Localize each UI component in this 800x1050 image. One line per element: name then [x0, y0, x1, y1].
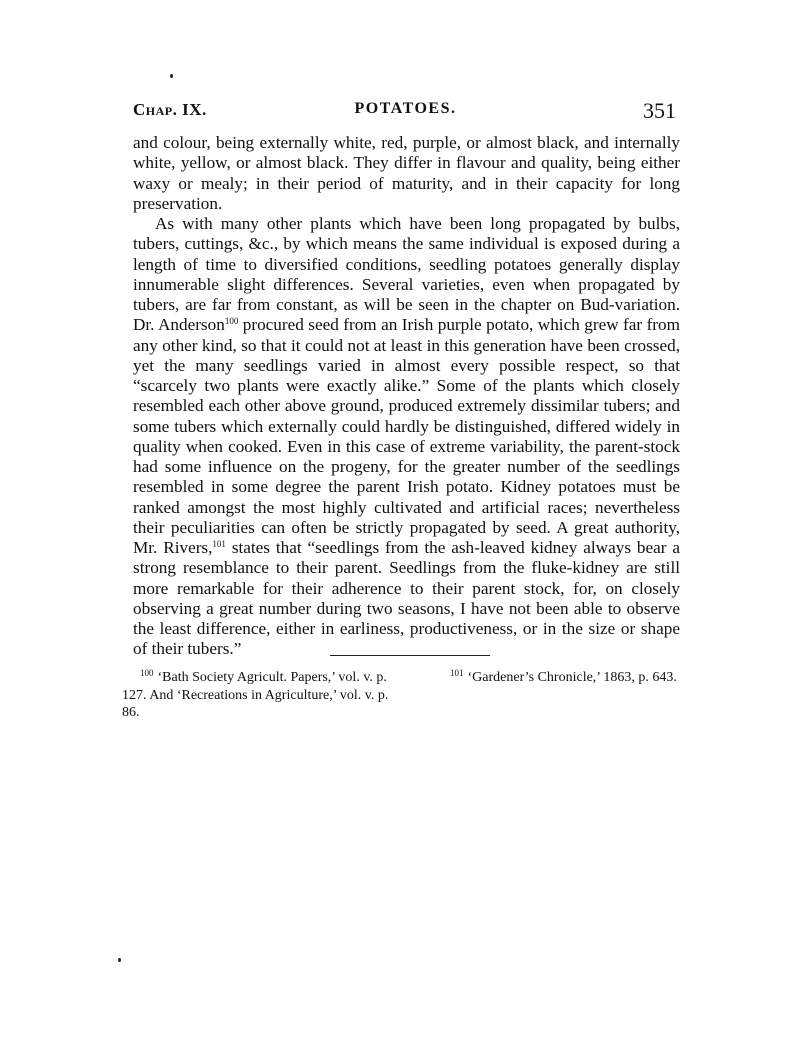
body-text — [133, 133, 680, 660]
footnote-ref-100: 100 — [224, 316, 239, 327]
footnote-text: ‘Gardener’s Chronicle,’ 1863, p. 643. — [467, 670, 677, 685]
page-number: 351 — [643, 98, 676, 123]
running-title: POTATOES. — [354, 100, 457, 117]
paragraph — [133, 214, 680, 660]
footnote-101 — [432, 665, 682, 687]
footnote-ref-101: 101 — [212, 539, 226, 549]
ink-speck — [118, 958, 121, 962]
chapter-label: Chap. IX. — [133, 100, 207, 119]
ink-speck — [170, 74, 173, 78]
footnote-divider — [330, 655, 490, 656]
running-header — [133, 98, 678, 128]
paragraph-text: states that “seedlings from the ash-leaved kidney always bear a strong resemblance to their parent. Seedlings from the fluke-kidney are still more remarkable for their adherence to their parent stock, for, on closely observing a great number during two seasons, I have not been able to observe the least difference, either in earliness, productiveness, or in the size or shape of their tubers.” — [133, 538, 680, 659]
footnote-number: 101 — [450, 668, 464, 678]
paragraph: and colour, being externally white, red, purple, or almost black, and internally white, yellow, or almost black. They differ in flavour and quality, being either waxy or mealy; in their period of maturity, and in their capacity for long preservation. — [133, 133, 680, 213]
paragraph-text: As with many other plants which have been long propagated by bulbs, tubers, cuttings, &c., by which means the same individual is exposed during a length of time to diversified conditions, seedling potatoes generally display innumerable slight differences. Several varieties, even when propagated by tubers, are far from constant, as will be seen in the chapter on Bud-variation. Dr. Anderson — [133, 214, 680, 335]
footnote-text: ‘Bath Society Agricult. Papers,’ vol. v. p. 127. And ‘Recreations in Agriculture,’ vol. v. p. 86. — [122, 670, 389, 720]
paragraph-text: procured seed from an Irish purple potato, which grew far from any other kind, so that it could not at least in this generation have been crossed, yet the many seedlings varied in almost every possible respect, so that “scarcely two plants were exactly alike.” Some of the plants which closely resembled each other above ground, produced extremely dissimilar tubers; and some tubers which externally could hardly be distinguished, differed widely in quality when cooked. Even in this case of extreme variability, the parent-stock had some influence on the progeny, for the greater number of the seedlings resembled in some degree the parent Irish potato. Kidney potatoes must be ranked amongst the most highly cultivated and artificial races; nevertheless their peculiarities can often be strictly propagated by seed. A great authority, Mr. Rivers, — [133, 315, 680, 557]
footnote-100 — [122, 665, 407, 722]
footnote-number: 100 — [140, 668, 154, 678]
